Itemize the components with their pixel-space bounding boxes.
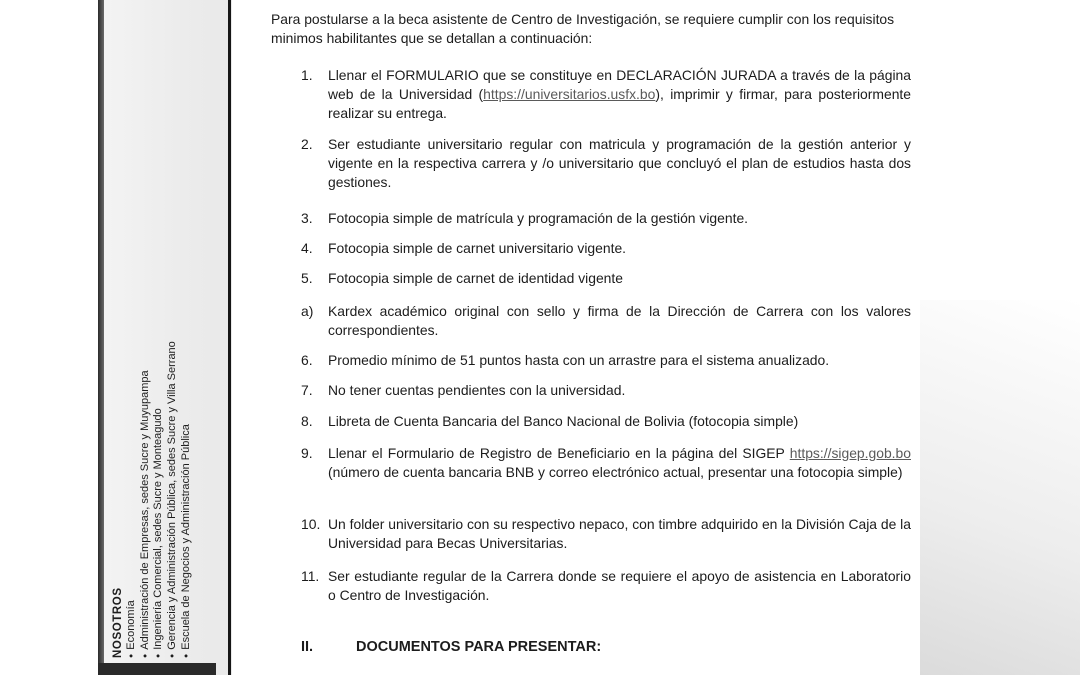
sidebar-entry: ● Ingeniería Comercial, sedes Sucre y Monteagudo	[152, 341, 166, 658]
requirement-item	[301, 351, 911, 370]
requirement-text: ), imprimir y firmar, para posteriormente realizar su entrega.	[328, 86, 912, 121]
requirement-text: Llenar el FORMULARIO que se constituye en DECLARACIÓN JURADA a través de la página web de la Universidad (	[328, 67, 911, 102]
requirement-text: No tener cuentas pendientes con la universidad.	[328, 382, 626, 398]
requirement-number: 3.	[301, 210, 313, 226]
sidebar-dark-block	[98, 663, 216, 675]
requirement-text: Fotocopia simple de carnet de identidad vigente	[328, 270, 623, 286]
sidebar-entry: ● Economía	[125, 341, 139, 658]
requirement-item	[301, 302, 911, 340]
requirement-text: Llenar el Formulario de Registro de Beneficiario en la página del SIGEP	[328, 445, 790, 461]
sidebar-edge	[98, 0, 104, 675]
requirement-item	[301, 239, 911, 258]
requirement-item	[301, 515, 911, 553]
requirement-text: Ser estudiante universitario regular con matricula y programación de la gestión anterior y vigente en la respectiva carrera y /o universitario que concluyó el plan de estudios hasta dos gestiones.	[328, 136, 911, 190]
requirement-text: Ser estudiante regular de la Carrera donde se requiere el apoyo de asistencia en Laboratorio o Centro de Investigación.	[328, 568, 911, 603]
requirement-number: 11.	[301, 568, 320, 584]
requirement-item	[301, 444, 911, 482]
requirement-text: Libreta de Cuenta Bancaria del Banco Nacional de Bolivia (fotocopia simple)	[328, 413, 799, 429]
sidebar-entry: ● Gerencia y Administración Pública, sedes Sucre y Villa Serrano	[166, 341, 180, 658]
requirement-number: a)	[301, 303, 314, 319]
requirement-item	[301, 412, 911, 431]
requirement-number: 6.	[301, 352, 313, 368]
sigep-link[interactable]: https://sigep.gob.bo	[789, 445, 911, 461]
requirement-number: 9.	[301, 445, 313, 461]
requirement-text: Fotocopia simple de carnet universitario vigente.	[328, 240, 627, 256]
requirement-number: 1.	[301, 67, 313, 83]
section-number: II.	[301, 639, 314, 655]
requirement-item	[301, 209, 911, 228]
requirement-number: 4.	[301, 240, 313, 256]
intro-paragraph: Para postularse a la beca asistente de Centro de Investigación, se requiere cumplir con los requisitos minimos habilitantes que se detallan a continuación:	[271, 11, 895, 46]
requirement-number: 7.	[301, 382, 313, 398]
sidebar-heading: NOSOTROS	[112, 587, 124, 658]
section-title: DOCUMENTOS PARA PRESENTAR:	[356, 639, 602, 655]
sidebar-vertical-text	[112, 341, 194, 658]
requirement-number: 8.	[301, 413, 313, 429]
requirement-text: Kardex académico original con sello y firma de la Dirección de Carrera con los valores correspondientes.	[328, 303, 911, 338]
requirement-item	[301, 269, 911, 288]
requirement-item	[301, 567, 911, 605]
requirement-text: Promedio mínimo de 51 puntos hasta con un arrastre para el sistema anualizado.	[328, 352, 830, 368]
requirement-item	[301, 66, 911, 123]
requirement-text: Fotocopia simple de matrícula y programación de la gestión vigente.	[328, 210, 749, 226]
sidebar-entry: ● Administración de Empresas, sedes Sucre y Muyupampa	[139, 341, 153, 658]
universitarios-link[interactable]: https://universitarios.usfx.bo	[483, 86, 656, 102]
sidebar-border-line	[228, 0, 231, 675]
requirement-text: Un folder universitario con su respectivo nepaco, con timbre adquirido en la División Caja de la Universidad para Becas Universitarias.	[328, 516, 911, 551]
requirement-item	[301, 381, 911, 400]
requirement-number: 10.	[301, 516, 321, 532]
requirement-number: 2.	[301, 136, 313, 152]
page-shadow	[920, 300, 1080, 675]
requirement-item	[301, 135, 911, 192]
requirement-text: (número de cuenta bancaria BNB y correo electrónico actual, presentar una fotocopia simple)	[328, 464, 903, 480]
requirement-number: 5.	[301, 270, 313, 286]
sidebar-entry: ● Escuela de Negocios y Administración Pública	[180, 341, 194, 658]
